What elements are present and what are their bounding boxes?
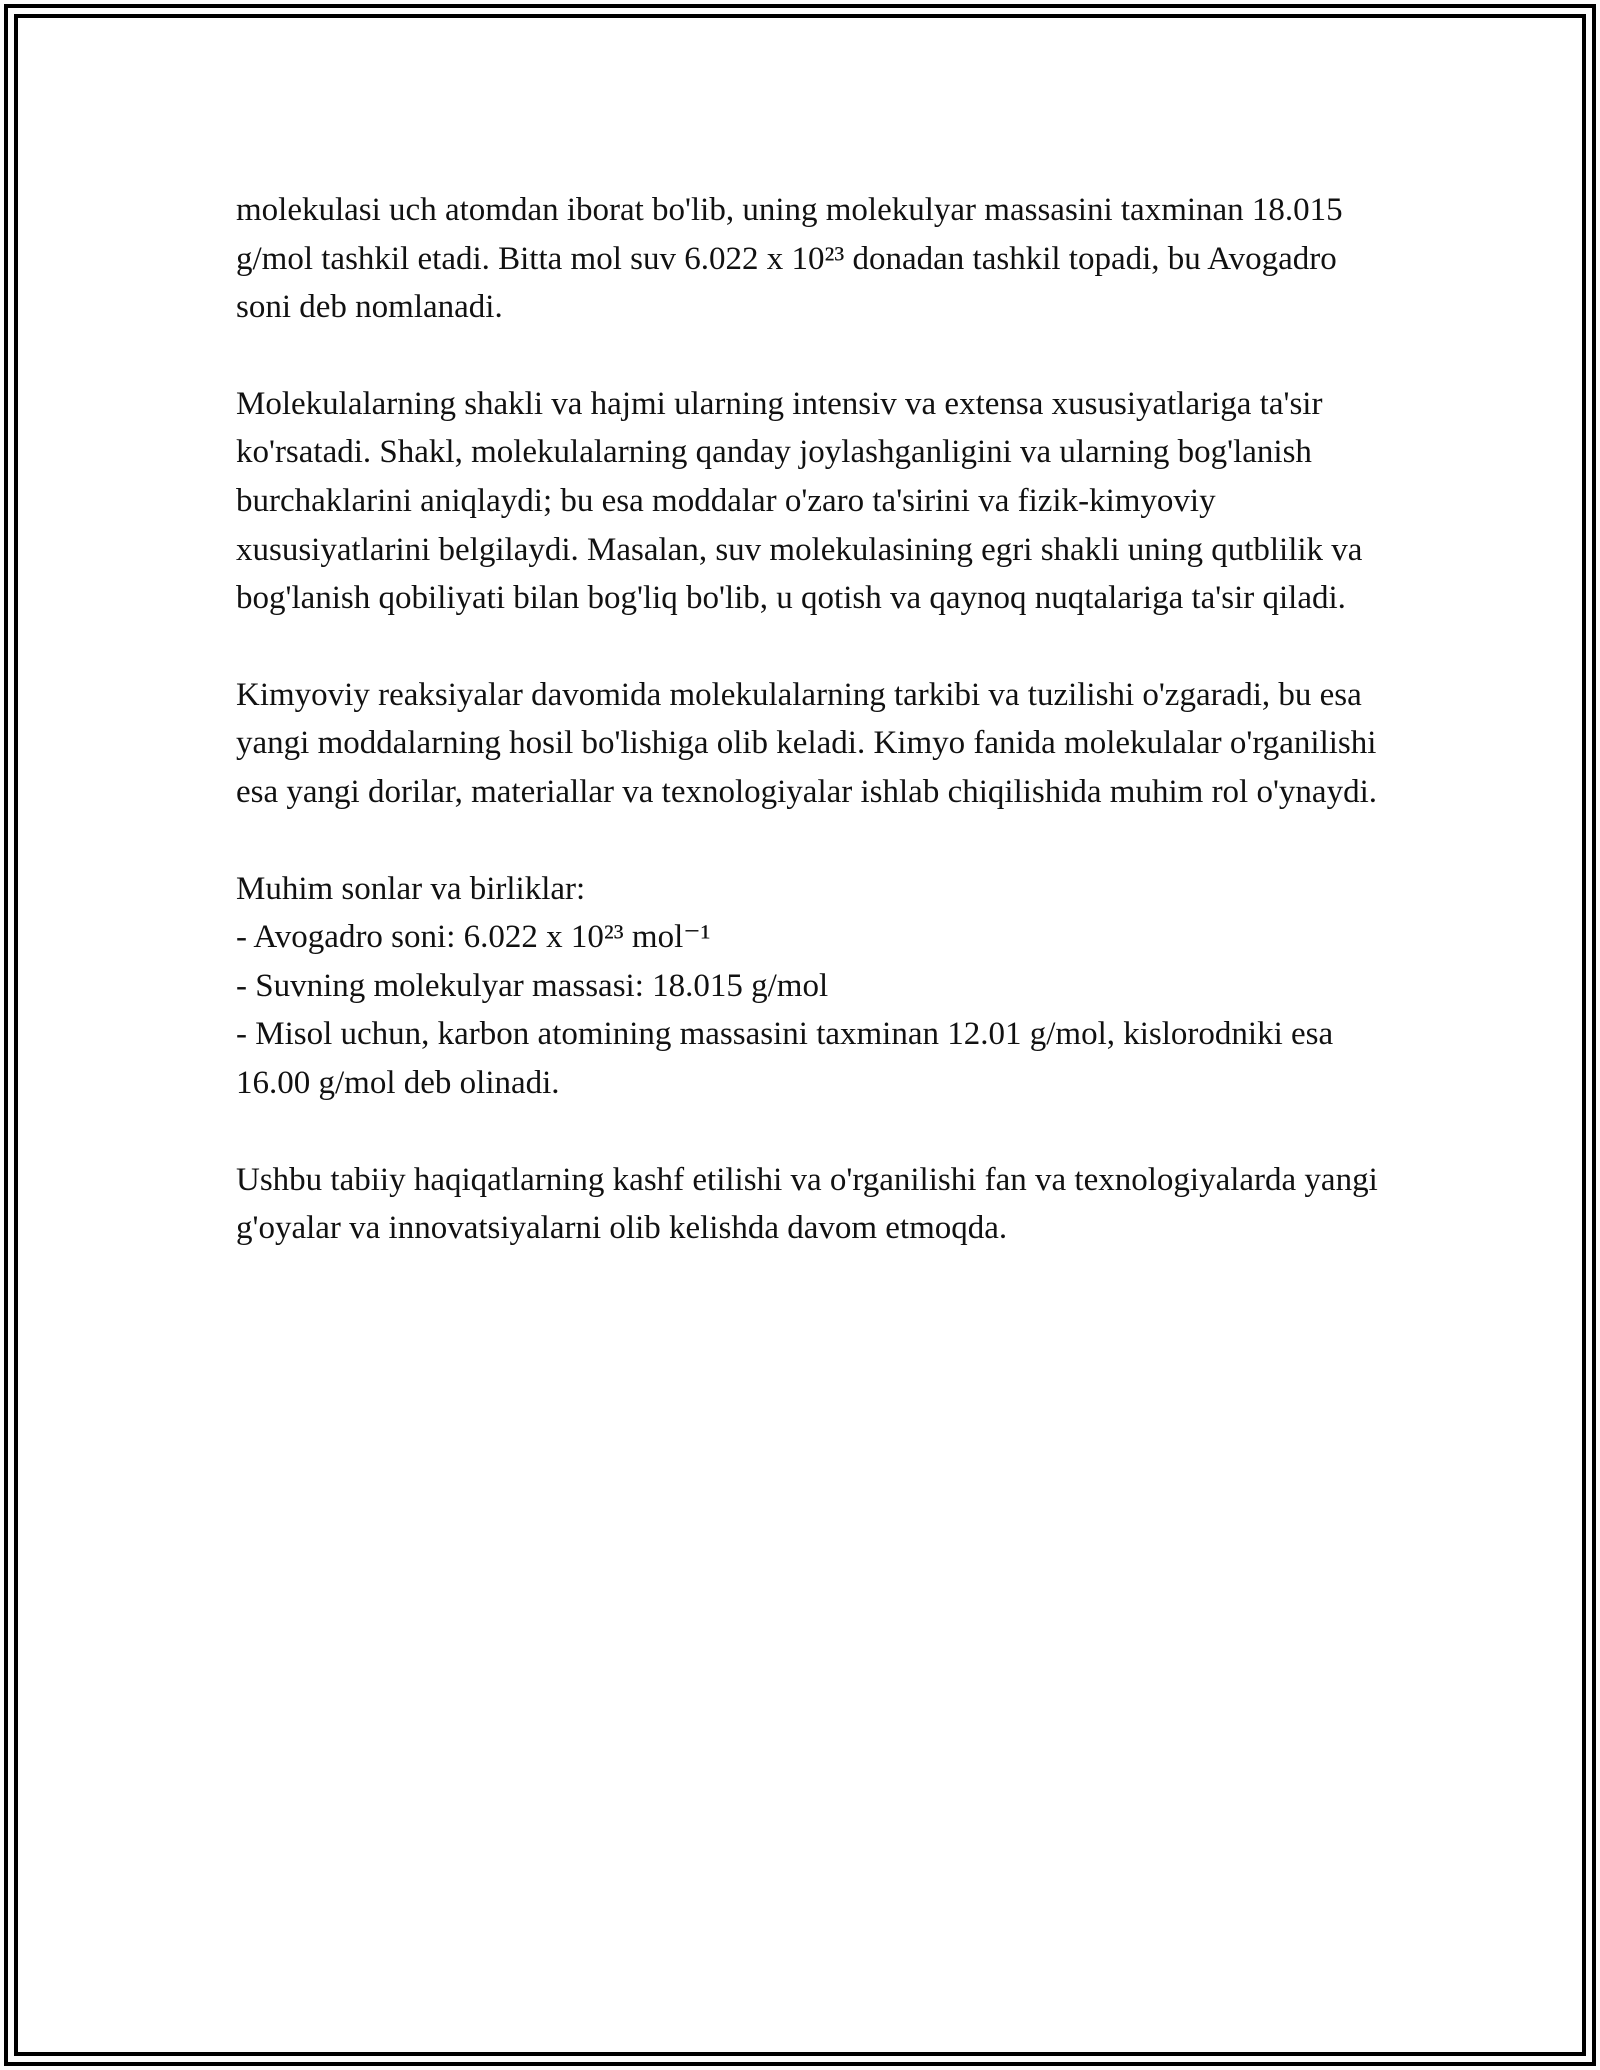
document-body	[236, 186, 1386, 1301]
list-item: - Avogadro soni: 6.022 x 10²³ mol⁻¹	[236, 919, 711, 956]
list-item: - Misol uchun, karbon atomining massasini taxminan 12.01 g/mol, kislorodniki esa 16.00 g/mol deb olinadi.	[236, 1016, 1334, 1101]
key-numbers-list	[236, 865, 1386, 1108]
paragraph-closing: Ushbu tabiiy haqiqatlarning kashf etilishi va o'rganilishi fan va texnologiyalarda yangi g'oyalar va innovatsiyalarni olib kelishda davom etmoqda.	[236, 1161, 1378, 1247]
paragraph-chemical-reactions: Kimyoviy reaksiyalar davomida molekulalarning tarkibi va tuzilishi o'zgaradi, bu esa yangi moddalarning hosil bo'lishiga olib keladi. Kimyo fanida molekulalar o'rganilishi esa yangi dorilar, materiallar va texnologiyalar ishlab chiqilishida muhim rol o'ynaydi.	[236, 676, 1377, 810]
list-heading: Muhim sonlar va birliklar:	[236, 870, 586, 907]
paragraph-water-molecule: molekulasi uch atomdan iborat bo'lib, uning molekulyar massasini taxminan 18.015 g/mol tashkil etadi. Bitta mol suv 6.022 x 10²³ donadan tashkil topadi, bu Avogadro soni deb nomlanadi.	[236, 192, 1343, 326]
list-item: - Suvning molekulyar massasi: 18.015 g/mol	[236, 967, 829, 1004]
paragraph-molecule-shape: Molekulalarning shakli va hajmi ularning intensiv va extensa xususiyatlariga ta'sir ko'rsatadi. Shakl, molekulalarning qanday joylashganligini va ularning bog'lanish burchaklarini aniqlaydi; bu esa moddalar o'zaro ta'sirini va fizik-kimyoviy xususiyatlarini belgilaydi. Masalan, suv molekulasining egri shakli uning qutblilik va bog'lanish qobiliyati bilan bog'liq bo'lib, u qotish va qaynoq nuqtalariga ta'sir qiladi.	[236, 385, 1363, 617]
